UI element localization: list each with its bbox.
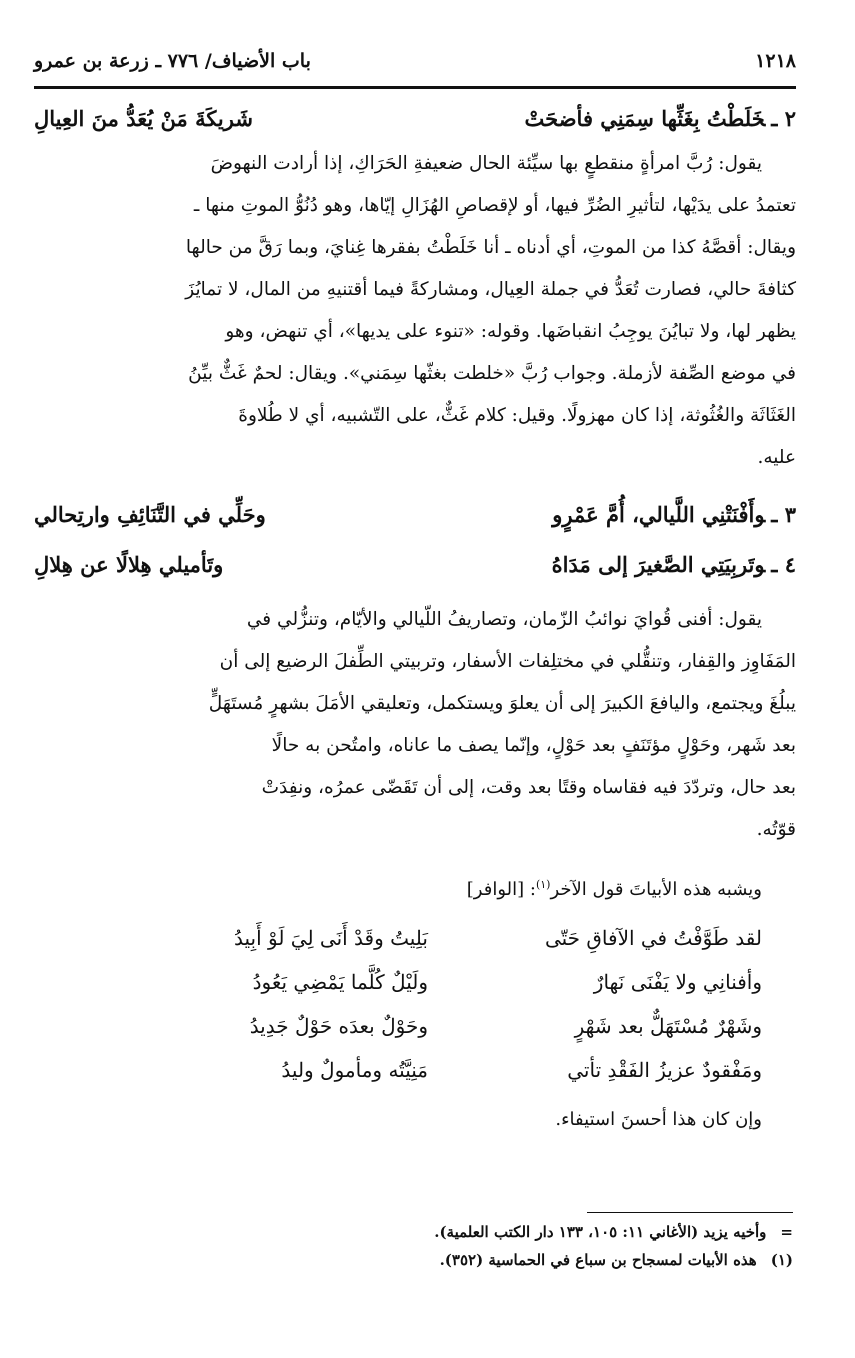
verse-2-first-hemistich (525, 106, 796, 131)
poem-line (34, 916, 762, 960)
meter-label: : [الوافر] (466, 879, 536, 900)
commentary-line: بعد شَهر، وحَوْلٍ مؤتَنَفٍ بعد حَوْلٍ، وإنّما يصف ما عاناه، وامتُحن به حالًا (271, 735, 796, 756)
commentary-line: ويقال: أقصَّهُ كذا من الموتِ، أي أدناه ـ أنا خَلَطْتُ بفقرها غِنايَ، وبما رَقَّ من حالها (185, 237, 796, 258)
verse-3-second-hemistich: وحَلِّي في التَّنَائِفِ وارتِحالي (34, 501, 266, 527)
verse-number: ٤ ـ (771, 551, 796, 577)
commentary-line: عليه. (757, 447, 796, 468)
quoted-poem (34, 916, 796, 1092)
page-header (34, 50, 796, 84)
verse-number: ٣ ـ (771, 501, 796, 527)
closing-sentence: وإن كان هذا أحسنَ استيفاء. (555, 1109, 762, 1130)
hemistich-text: خَلَطْتُ بِغَثِّها سِمَنِي فأضحَتْ (524, 105, 766, 131)
hemistich-text: وتَربِيَتِي الصَّغيرَ إلى مَدَاهُ (551, 551, 766, 577)
footnote-text: هذه الأبيات لمسجاح بن سباع في الحماسية (٣٥٢). (439, 1251, 757, 1269)
running-title: باب الأضياف/ ٧٧٦ ـ زرعة بن عمرو (34, 50, 311, 72)
verse-4-second-hemistich: وتَأميلي هِلالًا عن هِلالِ (34, 551, 224, 577)
footnote-continuation (53, 1218, 793, 1246)
verse-4-first-hemistich (552, 552, 796, 577)
page-number: ١٢١٨ (755, 50, 796, 72)
commentary-line: يظهر لها، ولا تبايُنَ يوجِبُ انقباضَها. وقوله: «تنوء على يديها»، أي تنهض، وهو (225, 321, 796, 342)
commentary-line: قوّتُه. (756, 819, 796, 840)
verse-3 (34, 489, 796, 539)
commentary-line: بعد حال، وتردّدَ فيه فقاساه وقتًا بعد وقت، إلى أن تَقَضّى عمرُه، ونفِدَتْ (261, 777, 796, 798)
poem-second-hemistich: بَلِيتُ وقَدْ أَنَى لِيَ لَوْ أَبِيدُ (233, 926, 428, 950)
poem-second-hemistich: مَنِيَّتُه ومأمولٌ وليدُ (281, 1058, 428, 1082)
footnote-reference: (١) (535, 878, 551, 891)
footnote-text: وأخيه يزيد (الأغاني ١١: ١٠٥، ١٣٣ دار الكتب العلمية). (434, 1223, 767, 1241)
poem-first-hemistich: وشَهْرٌ مُسْتَهَلٌّ بعد شَهْرٍ (574, 1014, 762, 1038)
verse-2 (34, 93, 796, 143)
footnotes (53, 1218, 793, 1274)
poem-second-hemistich: ولَيْلٌ كُلَّما يَمْضِي يَعُودُ (252, 970, 428, 994)
poem-first-hemistich: لقد طَوَّفْتُ في الآفاقِ حَتّى (544, 926, 762, 950)
poem-first-hemistich: وأفنانِي ولا يَفْنَى نَهارٌ (593, 970, 762, 994)
footnote-divider (587, 1212, 793, 1213)
intro-text: ويشبه هذه الأبياتَ قول الآخر (550, 879, 762, 900)
poem-line (34, 1004, 762, 1048)
footnote-mark: (١) (770, 1251, 793, 1269)
poem-line (34, 960, 762, 1004)
commentary-paragraph-1 (34, 143, 796, 479)
commentary-line: المَفَاوِز والقِفار، وتنقُّلي في مختلِفات الأسفار، وتربيتي الطِّفلَ الرضيع إلى أن (219, 651, 796, 672)
commentary-line: يقول: رُبَّ امرأةٍ منقطعٍ بها سيِّئة الحال ضعيفةِ الحَرَاكِ، إذا أرادت النهوضَ (210, 153, 762, 174)
commentary-line: في موضع الصِّفة لأزملة. وجواب رُبَّ «خلطت بغثّها سِمَني». ويقال: لحمٌ غَثٌّ بيِّنُ (188, 363, 796, 384)
header-rule (34, 86, 796, 89)
verse-number: ٢ ـ (771, 105, 796, 131)
verse-2-second-hemistich: شَريكَةَ مَنْ يُعَدُّ منَ العِيالِ (34, 105, 253, 131)
hemistich-text: وأَفْنَتْنِي اللَّيالي، أُمَّ عَمْرٍو (552, 501, 766, 527)
commentary-line: الغَثَاثَة والغُثُوثة، إذا كان مهزولًا. وقيل: كلام غَثٌّ، على التّشبيه، أي لا طُلاوةَ (238, 405, 796, 426)
book-page (34, 50, 796, 1140)
verse-3-first-hemistich (552, 502, 796, 527)
poem-second-hemistich: وحَوْلٌ بعدَه حَوْلٌ جَدِيدُ (249, 1014, 428, 1038)
footnote-mark: = (780, 1223, 793, 1241)
commentary-line: تعتمدُ على يدَيْها، لتأثيرِ الضُرِّ فيها، أو لإقصاصِ الهُزَالِ إيّاها، وهو دُنُوُّ الموتِ منها ـ (193, 195, 796, 216)
commentary-paragraph-2 (34, 599, 796, 851)
poem-first-hemistich: ومَفْقودٌ عزيزُ الفَقْدِ تأتي (567, 1058, 762, 1082)
verse-4 (34, 539, 796, 589)
commentary-line: يبلُغَ ويجتمع، واليافعَ الكبيرَ إلى أن يعلوَ ويستكمل، وتعليقي الأمَلَ بشهرٍ مُستَهَلٍّ (208, 693, 796, 714)
commentary-line: يقول: أفنى قُوايَ نوائبُ الزّمان، وتصاريفُ اللّيالي والأيّام، وتنزُّلي في (246, 609, 762, 630)
poem-line (34, 1048, 762, 1092)
quote-intro (34, 865, 796, 910)
commentary-line: كثافةَ حالي، فصارت تُعَدُّ في جملة العِيال، ومشاركةً فيما أقتنيهِ من المال، لا تمايُزَ (185, 279, 796, 300)
footnote-1 (53, 1246, 793, 1274)
